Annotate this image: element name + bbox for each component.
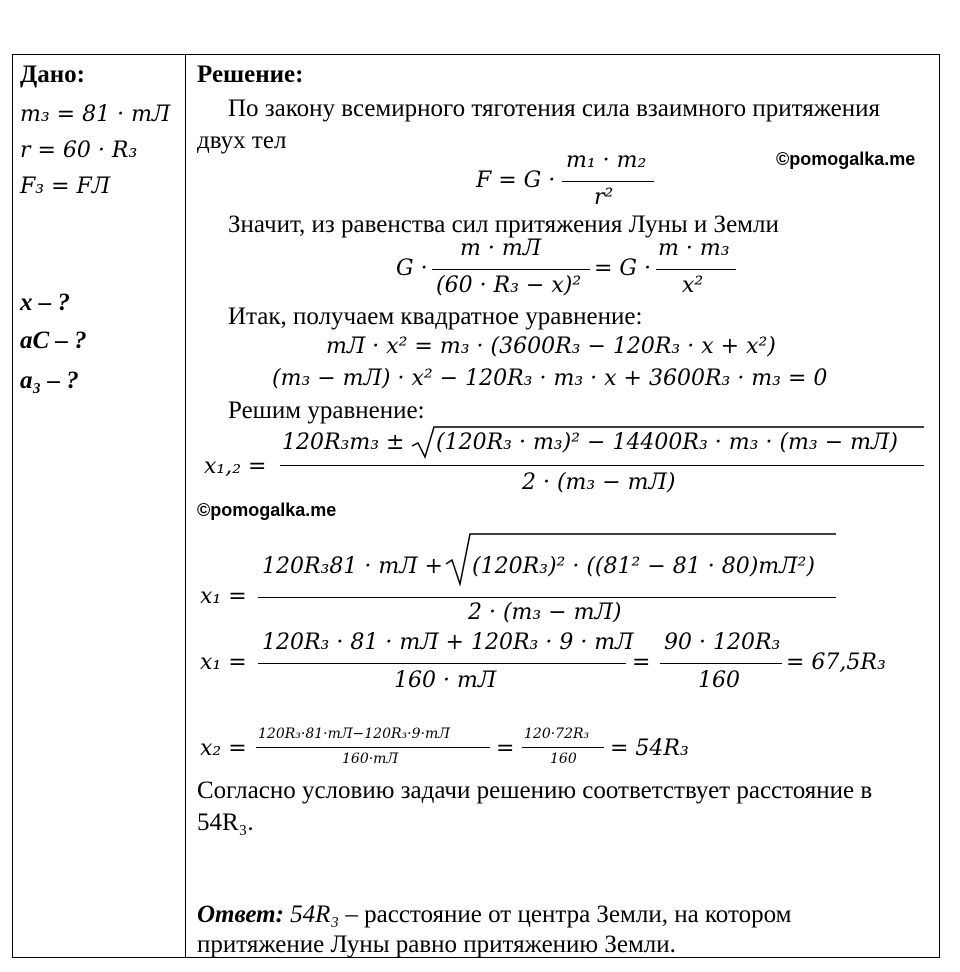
f6-bar2 <box>660 663 782 664</box>
eq3a: mЛ · x² = m₃ · (3600R₃ − 120R₃ · x + x²) <box>326 334 776 359</box>
answer-label: Ответ: <box>197 901 284 928</box>
text-quadratic: Итак, получаем квадратное уравнение: <box>228 303 643 330</box>
answer-text1: – расстояние от центра Земли, на котором <box>339 901 792 928</box>
intro-text-line2: двух тел <box>197 127 287 154</box>
f1-numerator: m₁ · m₂ <box>566 148 647 173</box>
intro-text-line1: По закону всемирного тяготения сила взаимного притяжения <box>228 95 881 122</box>
question-a3: a₃ – ? <box>20 367 79 394</box>
f7-eq: = <box>496 736 515 761</box>
f6-den2: 160 <box>698 668 740 693</box>
f4-fraction-bar <box>280 465 924 466</box>
f7-bar1 <box>256 747 490 748</box>
watermark-1: ©pomogalka.me <box>776 149 916 169</box>
f5-num-a: 120R₃81 · mЛ + <box>262 554 443 579</box>
text-equality: Значит, из равенства сил притяжения Луны и Земли <box>228 211 779 238</box>
eq3b: (m₃ − mЛ) · x² − 120R₃ · m₃ · x + 3600R₃ · m₃ = 0 <box>272 366 828 391</box>
f2-bar1 <box>432 269 590 270</box>
f7-result: = 54R₃ <box>610 736 689 761</box>
f7-den1: 160·mЛ <box>342 751 399 767</box>
f6-num1: 120R₃ · 81 · mЛ + 120R₃ · 9 · mЛ <box>262 630 634 655</box>
f5-fraction-bar <box>258 597 836 598</box>
solution-header: Решение: <box>197 61 304 88</box>
question-x: x – ? <box>20 289 70 316</box>
f4-num-a: 120R₃m₃ ± <box>282 430 405 455</box>
question-ac: aС – ? <box>20 327 87 354</box>
f5-num-root: (120R₃)² · ((81² − 81 · 80)mЛ²) <box>472 554 815 579</box>
f4-left: x₁,₂ = <box>204 454 267 479</box>
column-divider <box>185 54 186 958</box>
f1-denominator: r² <box>594 185 614 210</box>
f7-num1: 120R₃·81·mЛ−120R₃·9·mЛ <box>258 726 450 742</box>
given-item-mass: m₃ = 81 · mЛ <box>20 102 171 127</box>
watermark-2: ©pomogalka.me <box>197 500 337 520</box>
answer-line1 <box>197 902 791 927</box>
f2-bar2 <box>656 269 736 270</box>
f7-num2: 120·72R₃ <box>524 726 590 742</box>
f1-fraction-bar <box>562 181 654 182</box>
f6-left: x₁ = <box>200 650 247 675</box>
given-header: Дано: <box>20 61 85 88</box>
f5-left: x₁ = <box>200 584 247 609</box>
given-item-distance: r = 60 · R₃ <box>20 138 138 163</box>
answer-value: 54R₃ <box>290 901 340 928</box>
f7-bar2 <box>522 747 604 748</box>
conclusion-line2: 54R₃. <box>197 809 254 836</box>
f2-num1: m · mЛ <box>460 236 542 261</box>
text-solve: Решим уравнение: <box>228 397 425 424</box>
f2-den1: (60 · R₃ − x)² <box>436 273 582 298</box>
f5-denominator: 2 · (m₃ − mЛ) <box>468 600 622 625</box>
f7-den2: 160 <box>550 751 577 767</box>
f2-g1: G · <box>396 256 428 281</box>
f2-num2: m · m₃ <box>658 236 730 261</box>
f4-num-root: (120R₃ · m₃)² − 14400R₃ · m₃ · (m₃ − mЛ) <box>436 430 898 455</box>
f6-result: = 67,5R₃ <box>786 650 886 675</box>
f2-den2: x² <box>682 273 704 298</box>
f4-denominator: 2 · (m₃ − mЛ) <box>522 470 676 495</box>
conclusion-line1: Согласно условию задачи решению соответствует расстояние в <box>197 777 873 804</box>
f1-left: F = G · <box>476 168 556 193</box>
f6-den1: 160 · mЛ <box>394 668 497 693</box>
f2-eq: = G · <box>594 256 651 281</box>
given-item-force: F₃ = FЛ <box>20 174 111 199</box>
f6-num2: 90 · 120R₃ <box>664 630 781 655</box>
f6-bar1 <box>258 663 626 664</box>
answer-line2: притяжение Луны равно притяжению Земли. <box>197 931 676 958</box>
f7-left: x₂ = <box>200 736 247 761</box>
f6-eq: = <box>632 650 651 675</box>
